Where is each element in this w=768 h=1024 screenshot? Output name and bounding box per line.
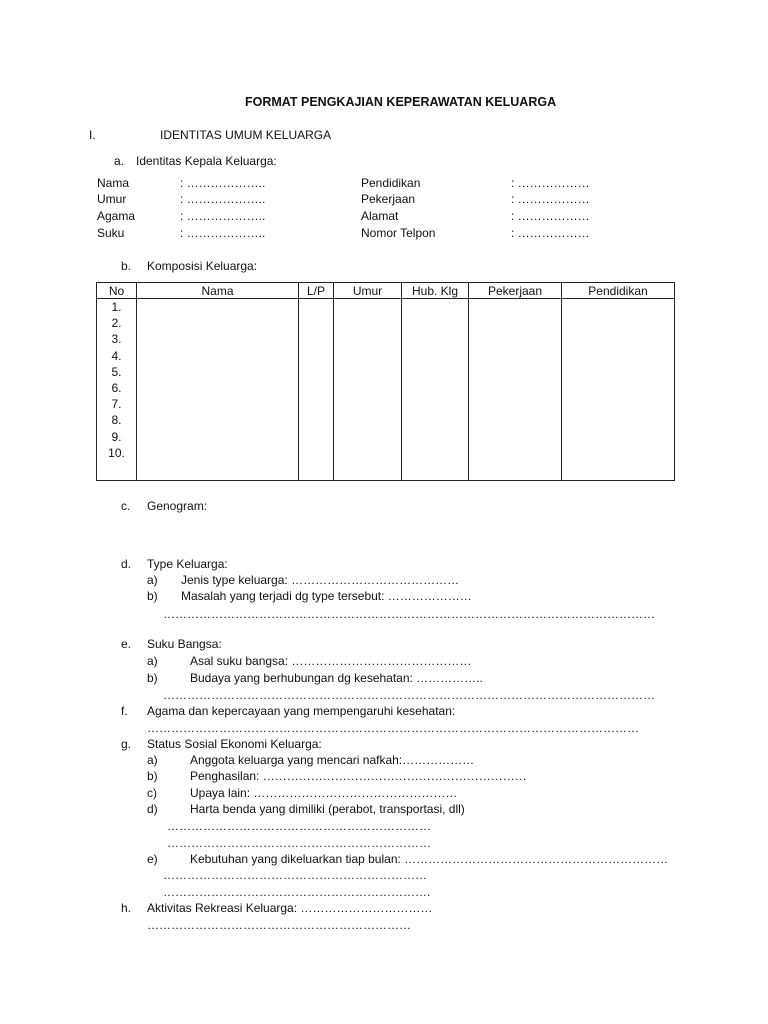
field-value: : ……………….. [180, 209, 266, 223]
column-header: Pendidikan [562, 283, 675, 299]
agama-label: Agama dan kepercayaan yang mempengaruhi kesehatan: [147, 704, 456, 718]
row-number: 6. [111, 380, 122, 395]
row-number: 7. [111, 397, 122, 412]
table-cell [334, 299, 402, 481]
subitem-text: Asal suku bangsa: ……………………………………… [190, 654, 472, 668]
item-marker-g: g. [121, 737, 132, 751]
subitem-marker: e) [147, 852, 158, 866]
subitem-text: Jenis type keluarga: …………………………………… [181, 573, 460, 587]
table-row [97, 299, 675, 481]
table-cell [402, 299, 469, 481]
komposisi-table [96, 282, 675, 481]
row-number: 4. [111, 348, 122, 363]
field-value: : ……………….. [180, 226, 266, 240]
subitem-text: Anggota keluarga yang mencari nafkah:……………… [190, 753, 475, 767]
column-header: Hub. Klg [402, 283, 469, 299]
column-header: Nama [137, 283, 299, 299]
field-label: Umur [97, 192, 127, 206]
dotted-line: ………………………………………………………… [167, 836, 431, 850]
row-number: 9. [111, 429, 122, 444]
field-label: Pendidikan [361, 176, 421, 190]
identitas-label: Identitas Kepala Keluarga: [136, 154, 277, 168]
table-header-row [97, 283, 675, 299]
table-cell [137, 299, 299, 481]
field-value: : ……………….. [180, 192, 266, 206]
field-label: Agama [97, 209, 136, 223]
field-value: : ……………… [511, 209, 590, 223]
dotted-line: …………………………………………………………………………………………………………… [163, 688, 655, 702]
row-number: 5. [111, 364, 122, 379]
subitem-text: Budaya yang berhubungan dg kesehatan: …………….. [190, 671, 483, 685]
row-number: 3. [111, 332, 122, 347]
item-marker-b: b. [121, 259, 132, 273]
row-number: 1. [111, 300, 122, 314]
subitem-marker: a) [147, 753, 158, 767]
dotted-line: ………………………………………………………… [167, 819, 431, 833]
dotted-line: …………………………………………………………. [163, 885, 431, 899]
row-number: 8. [111, 413, 122, 428]
subitem-marker: a) [147, 654, 158, 668]
item-marker-h: h. [121, 901, 132, 915]
komposisi-label: Komposisi Keluarga: [147, 259, 258, 273]
genogram-label: Genogram: [147, 499, 208, 513]
subitem-text: Penghasilan: ………………………………………………………… [190, 769, 527, 783]
aktivitas-rekreasi-label: Aktivitas Rekreasi Keluarga: …………………………… [147, 901, 433, 915]
document-title: FORMAT PENGKAJIAN KEPERAWATAN KELUARGA [245, 95, 557, 109]
table-cell [469, 299, 562, 481]
type-keluarga-label: Type Keluarga: [147, 557, 228, 571]
row-number: 2. [111, 316, 122, 331]
table-cell [299, 299, 334, 481]
item-marker-a: a. [114, 154, 125, 168]
subitem-marker: c) [147, 786, 157, 800]
subitem-text: Kebutuhan yang dikeluarkan tiap bulan: ………………………………………………………… [190, 852, 669, 866]
row-number-cell [97, 299, 137, 481]
dotted-line: …………………………………………………………………………………………………………… [147, 721, 639, 735]
dotted-line: …………………………………………………………………………………………………………… [163, 607, 655, 621]
section-heading: IDENTITAS UMUM KELUARGA [160, 128, 332, 142]
table-cell [562, 299, 675, 481]
item-marker-e: e. [121, 637, 132, 651]
field-label: Nomor Telpon [361, 226, 436, 240]
item-marker-f: f. [121, 704, 128, 718]
field-value: : ……………… [511, 226, 590, 240]
field-label: Nama [97, 176, 130, 190]
subitem-marker: b) [147, 671, 158, 685]
suku-bangsa-label: Suku Bangsa: [147, 637, 222, 651]
column-header: Umur [334, 283, 402, 299]
status-sosial-label: Status Sosial Ekonomi Keluarga: [147, 737, 322, 751]
item-marker-d: d. [121, 557, 132, 571]
subitem-marker: b) [147, 769, 158, 783]
field-label: Suku [97, 226, 125, 240]
field-value: : ……………….. [180, 176, 266, 190]
subitem-marker: d) [147, 802, 158, 816]
dotted-line: ………………………………………………………… [163, 868, 427, 882]
column-header: L/P [299, 283, 334, 299]
row-number: 10. [108, 445, 125, 460]
subitem-marker: a) [147, 573, 158, 587]
column-header: No [97, 283, 137, 299]
subitem-text: Masalah yang terjadi dg type tersebut: ………………… [181, 589, 472, 603]
section-roman-numeral: I. [89, 128, 96, 142]
subitem-text: Upaya lain: …………………………………………… [190, 786, 458, 800]
field-value: : ……………… [511, 192, 590, 206]
dotted-line: ………………………………………………………… [147, 918, 411, 932]
field-value: : ……………… [511, 176, 590, 190]
subitem-text: Harta benda yang dimiliki (perabot, transportasi, dll) [190, 802, 465, 816]
column-header: Pekerjaan [469, 283, 562, 299]
field-label: Pekerjaan [361, 192, 416, 206]
subitem-marker: b) [147, 589, 158, 603]
item-marker-c: c. [121, 499, 131, 513]
field-label: Alamat [361, 209, 399, 223]
